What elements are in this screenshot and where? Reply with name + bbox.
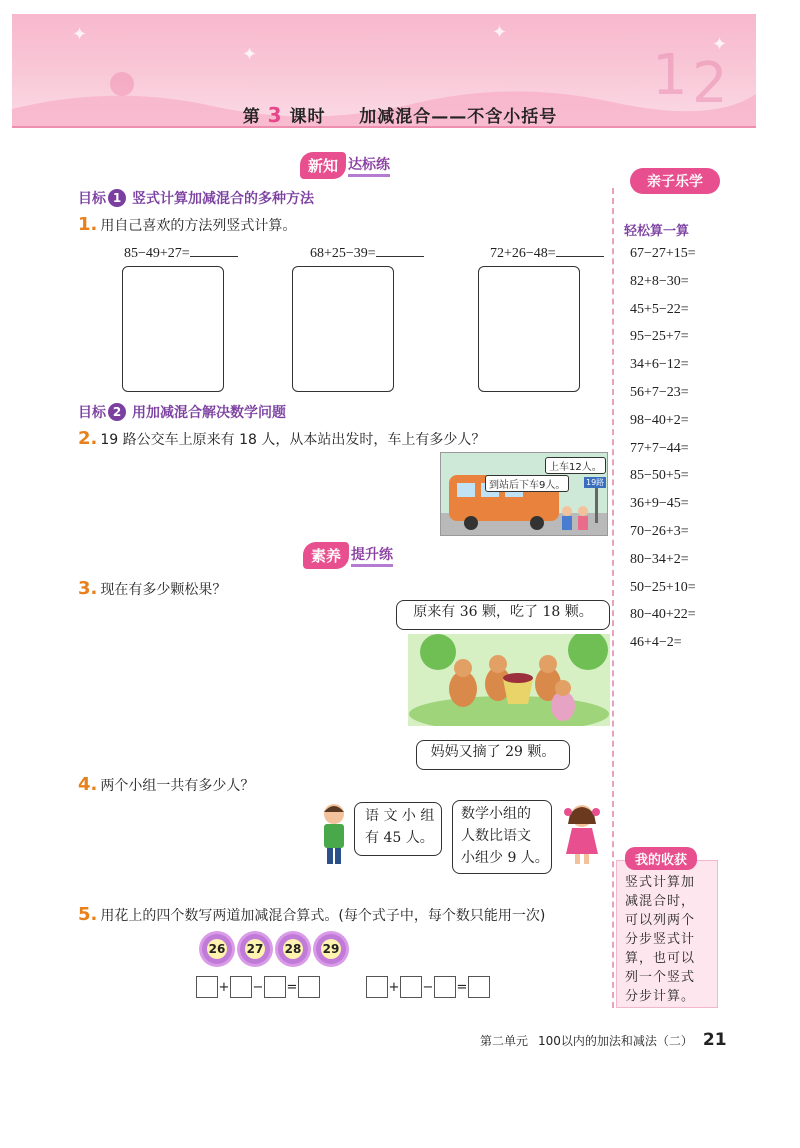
harvest-line: 竖式计算加 [625, 875, 696, 890]
minus-sign: − [422, 979, 434, 995]
bubble-line: 小组少 9 人。 [461, 850, 549, 866]
plus-sign: + [218, 979, 230, 995]
question-text: 用自己喜欢的方法列竖式计算。 [100, 218, 297, 234]
flower-number: 26 [207, 939, 227, 959]
section-badge-label: 素养 [303, 542, 349, 569]
flower-numbers [202, 934, 346, 964]
question-text: 现在有多少颗松果？ [100, 582, 227, 598]
section-badge-sub: 达标练 [348, 154, 390, 177]
boy-icon [318, 802, 350, 866]
question-text: 两个小组一共有多少人？ [100, 778, 255, 794]
goal-number: 1 [108, 189, 126, 207]
svg-text:1: 1 [652, 43, 688, 108]
flower-icon [278, 934, 308, 964]
expression-2 [310, 242, 424, 262]
drill-item: 46+4−2= [630, 635, 682, 651]
expression-3 [490, 242, 604, 262]
plus-sign: + [388, 979, 400, 995]
lesson-topic: 加减混合——不含小括号 [359, 107, 558, 127]
sidebar-title-badge [630, 168, 720, 194]
lesson-title [0, 102, 800, 127]
question-number: 4. [78, 774, 98, 795]
answer-box[interactable] [468, 976, 490, 998]
bubble-board: 上车12人。 [545, 457, 606, 474]
question-text: 19 路公交车上原来有 18 人，从本站出发时，车上有多少人？ [100, 432, 486, 448]
speech-bubble: 原来有 36 颗，吃了 18 颗。 [396, 600, 610, 630]
svg-text:2: 2 [692, 51, 728, 116]
page-number: 21 [702, 1030, 727, 1050]
harvest-line: 减混合时， [625, 894, 696, 909]
harvest-title: 我的收获 [625, 847, 697, 870]
flower-number: 27 [245, 939, 265, 959]
flower-icon [240, 934, 270, 964]
minus-sign: − [252, 979, 264, 995]
drill-item: 85−50+5= [630, 468, 689, 484]
flower-icon [202, 934, 232, 964]
section-badge-label: 新知 [300, 152, 346, 179]
drill-item: 36+9−45= [630, 496, 689, 512]
squirrel-illustration [408, 634, 610, 726]
goal-label: 目标 [78, 405, 106, 421]
drill-item: 45+5−22= [630, 301, 689, 317]
lesson-prefix: 第 [242, 107, 261, 127]
bubble-line: 数学小组的 [461, 806, 531, 822]
expression-text: 72+26−48= [490, 246, 556, 261]
answer-box[interactable] [298, 976, 320, 998]
flower-icon [316, 934, 346, 964]
drill-item: 95−25+7= [630, 329, 689, 345]
answer-box[interactable] [366, 976, 388, 998]
drill-item: 80−40+22= [630, 607, 696, 623]
squirrel-icon [408, 634, 610, 726]
goal-1 [78, 188, 314, 208]
bubble-line: 人数比语文 [461, 828, 531, 844]
answer-box[interactable] [230, 976, 252, 998]
sidebar-subtitle: 轻松算一算 [624, 224, 690, 239]
sparkle-icon: ✦ [712, 34, 728, 55]
sparkle-icon: ✦ [492, 22, 508, 43]
goal-number: 2 [108, 403, 126, 421]
expression-text: 68+25−39= [310, 246, 376, 261]
drill-item: 67−27+15= [630, 246, 696, 261]
page-footer [480, 1028, 730, 1052]
question-number: 3. [78, 578, 98, 599]
harvest-line: 可以列两个 [625, 913, 696, 928]
drill-item: 50−25+10= [630, 579, 696, 595]
sparkle-icon: ✦ [242, 44, 258, 65]
drill-item: 98−40+2= [630, 412, 689, 428]
section-badge-advanced [288, 542, 408, 568]
answer-box[interactable] [196, 976, 218, 998]
equation-template-1 [196, 976, 320, 998]
bubble-line: 语 文 小 组 [365, 808, 435, 824]
answer-box[interactable] [434, 976, 456, 998]
goal-text: 竖式计算加减混合的多种方法 [132, 191, 314, 207]
question-5 [78, 904, 545, 925]
harvest-text [617, 861, 717, 1006]
question-number: 2. [78, 428, 98, 449]
sidebar-title: 亲子乐学 [647, 174, 703, 190]
speech-bubble-chinese-group [354, 802, 442, 856]
drill-item: 80−34+2= [630, 551, 689, 567]
answer-blank[interactable] [376, 242, 424, 257]
question-number: 5. [78, 904, 98, 925]
equals-sign: = [456, 979, 468, 995]
question-text: 用花上的四个数写两道加减混合算式。(每个式子中，每个数只能用一次) [100, 908, 546, 924]
answer-box[interactable] [400, 976, 422, 998]
footer-unit: 第二单元 [480, 1033, 529, 1048]
section-badge-sub: 提升练 [351, 544, 393, 567]
speech-bubble-math-group [452, 800, 552, 874]
speech-bubble: 妈妈又摘了 29 颗。 [416, 740, 570, 770]
expression-text: 85−49+27= [124, 246, 190, 261]
flower-number: 28 [283, 939, 303, 959]
drill-list [630, 246, 696, 663]
section-badge-new [285, 152, 405, 178]
lesson-number: 3 [267, 103, 283, 127]
goal-2 [78, 402, 286, 422]
lesson-suffix: 课时 [289, 107, 326, 127]
question-1 [78, 214, 296, 235]
drill-item: 82+8−30= [630, 273, 689, 289]
bus-illustration [440, 452, 608, 536]
equals-sign: = [286, 979, 298, 995]
expression-1 [124, 242, 238, 262]
footer-chapter: 100以内的加法和减法（二） [538, 1033, 693, 1048]
answer-box[interactable] [264, 976, 286, 998]
sidebar-divider [612, 188, 614, 1008]
girl-icon [562, 802, 602, 866]
harvest-line: 算，也可以 [625, 951, 696, 966]
bubble-alight: 到站后下车9人。 [485, 475, 569, 492]
question-2 [78, 428, 485, 449]
work-box-1[interactable] [122, 266, 224, 392]
question-number: 1. [78, 214, 98, 235]
goal-label: 目标 [78, 191, 106, 207]
work-box-3[interactable] [478, 266, 580, 392]
equation-template-2 [366, 976, 490, 998]
bubble-line: 有 45 人。 [365, 830, 434, 846]
work-box-2[interactable] [292, 266, 394, 392]
question-4 [78, 774, 254, 795]
drill-item: 56+7−23= [630, 384, 689, 400]
question-3 [78, 578, 226, 599]
flower-number: 29 [321, 939, 341, 959]
harvest-box [616, 853, 718, 1008]
answer-blank[interactable] [190, 242, 238, 257]
drill-item: 34+6−12= [630, 357, 689, 373]
harvest-line: 分步计算。 [625, 989, 696, 1004]
goal-text: 用加减混合解决数学问题 [132, 405, 286, 421]
drill-item: 70−26+3= [630, 523, 689, 539]
harvest-line: 列一个竖式 [625, 970, 696, 985]
bus-stop-sign: 19路 [586, 478, 605, 487]
answer-blank[interactable] [556, 242, 604, 257]
harvest-line: 分步竖式计 [625, 932, 696, 947]
sparkle-icon: ✦ [72, 24, 88, 45]
drill-item: 77+7−44= [630, 440, 689, 456]
